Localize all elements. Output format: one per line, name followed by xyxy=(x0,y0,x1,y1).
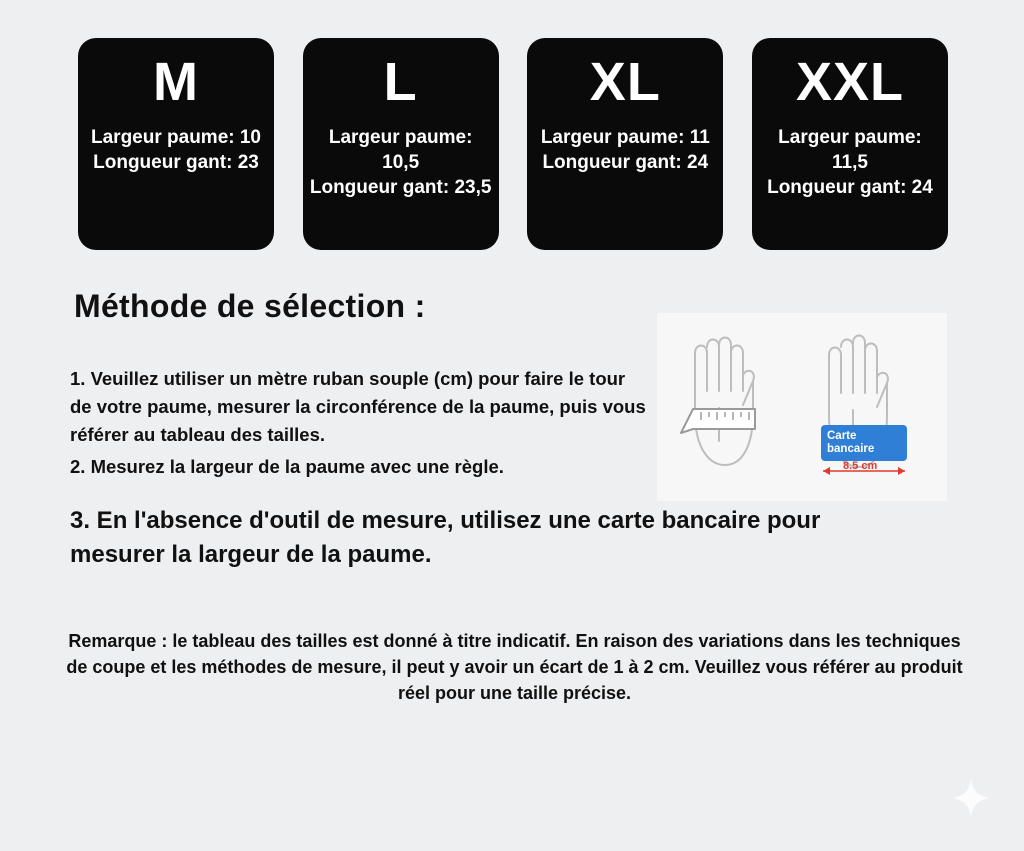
method-step-1: 1. Veuillez utiliser un mètre ruban souple (cm) pour faire le tour de votre paume, mesurer la circonférence de la paume, puis vous référer au tableau des tailles. xyxy=(70,368,646,445)
glove-length-label: Longueur gant: 24 xyxy=(542,151,709,173)
size-letter: M xyxy=(153,52,199,112)
size-measurements xyxy=(309,125,493,200)
size-card-xl xyxy=(527,38,723,250)
sparkle-icon xyxy=(950,777,992,819)
size-card-xxl xyxy=(752,38,948,250)
size-card-row xyxy=(78,38,948,250)
size-card-l xyxy=(303,38,499,250)
method-title: Méthode de sélection : xyxy=(74,288,426,324)
card-line-1: Carte xyxy=(827,430,857,442)
hand-measurement-illustration xyxy=(657,313,947,501)
svg-text:8.5 cm: 8.5 cm xyxy=(843,460,878,472)
method-step-3: 3. En l'absence d'outil de mesure, utilisez une carte bancaire pour mesurer la largeur de la paume. xyxy=(70,507,821,568)
palm-width-label: Largeur paume: 11,5 xyxy=(778,126,922,173)
size-letter: XL xyxy=(589,52,661,112)
size-chart-note: Remarque : le tableau des tailles est donné à titre indicatif. En raison des variations dans les techniques de coupe et les méthodes de mesure, il peut y avoir un écart de 1 à 2 cm. Veuillez vous référer au produit réel pour une taille précise. xyxy=(66,631,963,704)
size-measurements xyxy=(84,125,268,175)
palm-width-label: Largeur paume: 11 xyxy=(540,126,710,148)
size-letter: XXL xyxy=(795,52,904,112)
glove-length-label: Longueur gant: 24 xyxy=(767,177,933,199)
palm-width-label: Largeur paume: 10,5 xyxy=(328,126,473,173)
palm-width-label: Largeur paume: 10 xyxy=(91,126,261,148)
size-letter: L xyxy=(383,52,418,112)
glove-length-label: Longueur gant: 23 xyxy=(93,151,259,173)
method-step-2: 2. Mesurez la largeur de la paume avec une règle. xyxy=(70,456,504,477)
glove-length-label: Longueur gant: 23,5 xyxy=(309,177,492,199)
size-card-m xyxy=(78,38,274,250)
size-measurements xyxy=(533,125,717,175)
svg-text:bancaire: bancaire xyxy=(827,443,875,455)
size-measurements xyxy=(758,125,942,200)
